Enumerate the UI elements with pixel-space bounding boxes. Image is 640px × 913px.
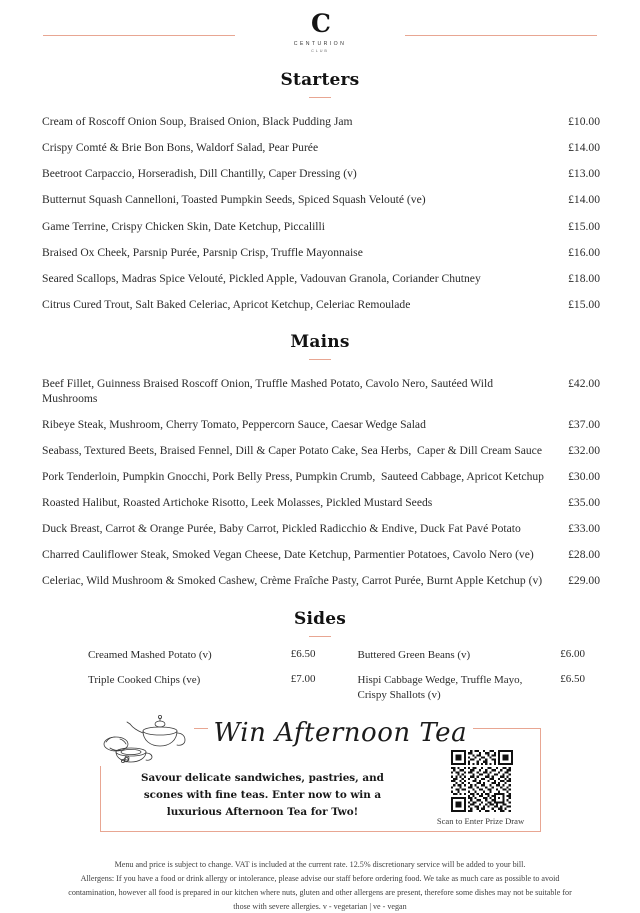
menu-item-price: £42.00: [568, 377, 600, 391]
menu-item-row: [42, 516, 600, 542]
menu-item-price: £32.00: [568, 443, 600, 457]
header-rule-right: [405, 35, 597, 36]
menu-item-row: [42, 464, 600, 490]
menu-item-name: Cream of Roscoff Onion Soup, Braised Onion, Black Pudding Jam: [42, 115, 353, 129]
side-item-price: £7.00: [290, 673, 316, 686]
brand-logo: [272, 11, 368, 53]
side-item-price: £6.50: [560, 673, 585, 686]
side-item-name: Hispi Cabbage Wedge, Truffle Mayo, Crispy Shallots (v): [357, 674, 523, 701]
menu-item-price: £18.00: [568, 271, 600, 285]
footer-allergen-note: Allergens: If you have a food or drink allergy or intolerance, please advise our staff before ordering food. We take as much care as possible to avoid contamination, however all food is prepared in our kitchen where nuts, gluten and other allergens are present, therefore some dishes may not be suitable for those with severe allergies. v - vegetarian | ve - vegan: [68, 873, 572, 911]
section-starters: [0, 70, 640, 318]
side-item-price: £6.50: [290, 647, 316, 660]
menu-item-name: Citrus Cured Trout, Salt Baked Celeriac, Apricot Ketchup, Celeriac Remoulade: [42, 297, 411, 311]
menu-item-name: Beef Fillet, Guinness Braised Roscoff Onion, Truffle Mashed Potato, Cavolo Nero, Sautéed Wild Mushrooms: [42, 377, 496, 405]
menu-item-price: £33.00: [568, 522, 600, 536]
menu-item-price: £13.00: [568, 167, 600, 181]
section-accent-sides: [309, 636, 331, 637]
promo-body-text: Savour delicate sandwiches, pastries, and scones with fine teas. Enter now to win a luxurious Afternoon Tea for Two!: [141, 771, 384, 819]
side-item-name: Buttered Green Beans (v): [357, 648, 471, 661]
menu-item-name: Duck Breast, Carrot & Orange Purée, Baby Carrot, Pickled Radicchio & Endive, Duck Fat Pavé Potato: [42, 522, 521, 536]
menu-item-row: [42, 371, 600, 412]
side-item-row: [358, 673, 586, 702]
menu-item-row: [42, 162, 600, 188]
menu-item-name: Braised Ox Cheek, Parsnip Purée, Parsnip Crisp, Truffle Mayonnaise: [42, 245, 363, 259]
menu-item-price: £28.00: [568, 548, 600, 562]
header-rule-left: [43, 35, 235, 36]
menu-item-price: £15.00: [568, 219, 600, 233]
qr-caption: Scan to Enter Prize Draw: [436, 815, 525, 826]
section-title-sides: Sides: [293, 608, 346, 629]
menu-item-name: Beetroot Carpaccio, Horseradish, Dill Chantilly, Caper Dressing (v): [42, 167, 357, 181]
menu-item-row: [42, 240, 600, 266]
menu-list: [0, 371, 640, 594]
sides-grid: [0, 648, 640, 702]
menu-item-price: £16.00: [568, 245, 600, 259]
menu-item-row: [42, 188, 600, 214]
menu-item-price: £35.00: [568, 496, 600, 509]
menu-item-name: Butternut Squash Cannelloni, Toasted Pumpkin Seeds, Spiced Squash Velouté (ve): [42, 193, 426, 207]
section-accent: [309, 359, 331, 360]
menu-item-price: £14.00: [568, 193, 600, 207]
menu-item-price: £15.00: [568, 297, 600, 311]
section-title-starters: Starters: [280, 70, 360, 90]
footer-pricing-note: Menu and price is subject to change. VAT is included at the current rate. 12.5% discretionary service will be added to your bill.: [114, 859, 526, 869]
menu-item-row: [42, 135, 600, 161]
brand-subtitle: CLUB: [311, 49, 329, 53]
promo-script-heading: Win Afternoon Tea: [208, 718, 474, 748]
menu-item-price: £30.00: [568, 469, 600, 483]
menu-list: [0, 109, 640, 318]
menu-item-row: [42, 214, 600, 240]
section-sides: [0, 609, 640, 702]
menu-item-name: Game Terrine, Crispy Chicken Skin, Date Ketchup, Piccalilli: [42, 219, 325, 233]
menu-item-name: Roasted Halibut, Roasted Artichoke Risotto, Leek Molasses, Pickled Mustard Seeds: [42, 496, 433, 509]
menu-item-row: [42, 438, 600, 464]
side-item-price: £6.00: [560, 647, 585, 660]
menu-item-name: Crispy Comté & Brie Bon Bons, Waldorf Salad, Pear Purée: [42, 141, 319, 155]
menu-item-row: [42, 568, 600, 594]
brand-name: CENTURION: [293, 41, 347, 47]
centurion-c-icon: C: [311, 9, 329, 38]
menu-item-row: [42, 109, 600, 135]
menu-item-price: £14.00: [568, 141, 600, 155]
menu-item-row: [42, 292, 600, 318]
menu-item-row: [42, 542, 600, 568]
side-item-row: [88, 648, 316, 662]
section-mains: [0, 332, 640, 595]
menu-item-price: £10.00: [568, 115, 600, 129]
menu-item-row: [42, 266, 600, 292]
section-accent: [309, 97, 331, 98]
side-item-name: Creamed Mashed Potato (v): [88, 648, 212, 661]
side-item-row: [358, 648, 586, 662]
teapot-icon: [98, 714, 194, 766]
menu-item-name: Ribeye Steak, Mushroom, Cherry Tomato, Peppercorn Sauce, Caesar Wedge Salad: [42, 417, 426, 431]
menu-item-price: £29.00: [568, 574, 600, 588]
prize-draw-qr-code[interactable]: [451, 750, 513, 812]
section-title-mains: Mains: [290, 332, 350, 353]
menu-item-name: Pork Tenderloin, Pumpkin Gnocchi, Pork Belly Press, Pumpkin Crumb, Sauteed Cabbage, Apricot Ketchup: [42, 469, 544, 483]
menu-item-row: [42, 412, 600, 438]
menu-item-price: £37.00: [568, 417, 600, 431]
menu-item-name: Seared Scallops, Madras Spice Velouté, Pickled Apple, Vadouvan Granola, Coriander Chutney: [42, 271, 481, 285]
menu-item-row: [42, 490, 600, 516]
side-item-row: [88, 673, 316, 702]
afternoon-tea-promo: [100, 717, 541, 832]
side-item-name: Triple Cooked Chips (ve): [88, 674, 201, 687]
course-sections: [0, 70, 640, 595]
menu-item-name: Seabass, Textured Beets, Braised Fennel, Dill & Caper Potato Cake, Sea Herbs, Caper & Dill Cream Sauce: [42, 443, 542, 457]
menu-header: [0, 0, 640, 56]
menu-item-name: Charred Cauliflower Steak, Smoked Vegan Cheese, Date Ketchup, Parmentier Potatoes, Cavolo Nero (ve): [42, 548, 534, 562]
menu-item-name: Celeriac, Wild Mushroom & Smoked Cashew, Crème Fraîche Pasty, Carrot Purée, Burnt Apple Ketchup (v): [42, 574, 543, 588]
